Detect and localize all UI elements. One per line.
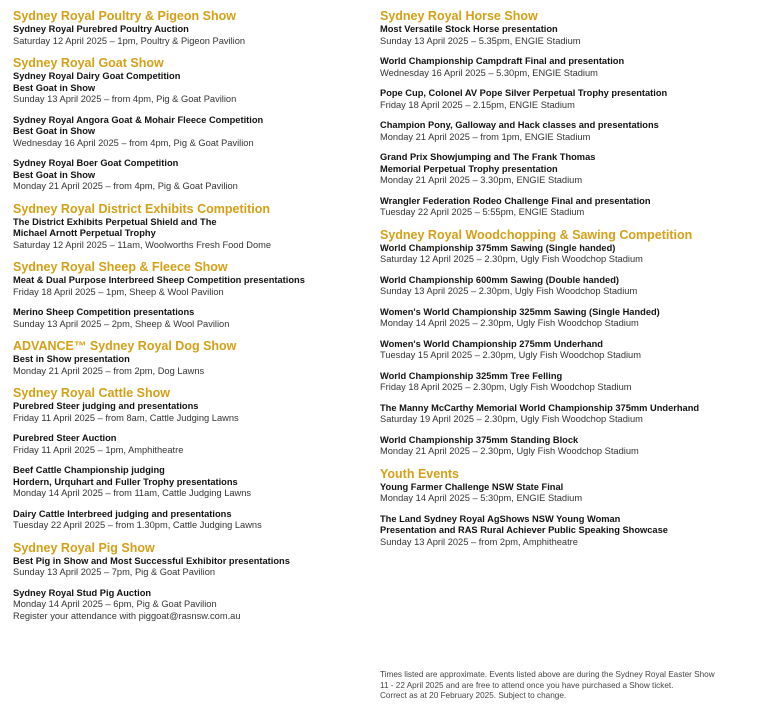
event-detail: Monday 14 April 2025 – 5:30pm, ENGIE Stadium (380, 493, 583, 503)
event-title: Beef Cattle Championship judging Hordern, Urquhart and Fuller Trophy presentations (13, 465, 238, 487)
section-title: Sydney Royal Woodchopping & Sawing Competition (380, 227, 693, 242)
event-item (13, 115, 363, 150)
event-title: Sydney Royal Stud Pig Auction (13, 587, 152, 598)
event-title: Meat & Dual Purpose Interbreed Sheep Competition presentations (13, 275, 305, 285)
event-detail: Wednesday 16 April 2025 – 5.30pm, ENGIE Stadium (380, 67, 598, 78)
event-item (13, 556, 363, 579)
event-detail: Sunday 13 April 2025 – from 2pm, Amphitheatre (380, 536, 578, 547)
section-title: Sydney Royal District Exhibits Competition (13, 201, 270, 216)
section-title: Sydney Royal Poultry & Pigeon Show (13, 9, 236, 23)
event-item (13, 217, 363, 252)
event-item (380, 275, 750, 298)
event-item (380, 339, 750, 362)
event-detail: Saturday 19 April 2025 – 2.30pm, Ugly Fish Woodchop Stadium (380, 414, 643, 424)
event-title: World Championship Campdraft Final and presentation (380, 56, 625, 66)
event-detail: Saturday 12 April 2025 – 1pm, Poultry & Pigeon Pavilion (13, 35, 246, 46)
event-item (13, 354, 363, 377)
event-item (13, 433, 363, 456)
section-title: Sydney Royal Pig Show (13, 540, 155, 555)
event-title: World Championship 375mm Standing Block (380, 434, 579, 445)
event-title: Wrangler Federation Rodeo Challenge Final and presentation (380, 195, 651, 206)
event-detail: Sunday 13 April 2025 – 2.30pm, Ugly Fish Woodchop Stadium (380, 286, 638, 296)
event-detail: Monday 21 April 2025 – 2.30pm, Ugly Fish Woodchop Stadium (380, 446, 639, 456)
section-sydney-royal-goat-show (13, 56, 363, 193)
event-detail: Friday 11 April 2025 – from 8am, Cattle Judging Lawns (13, 412, 239, 423)
event-detail: Monday 14 April 2025 – 6pm, Pig & Goat Pavilion Register your attendance with piggoat@rasnsw.com.au (13, 599, 241, 621)
section-sydney-royal-cattle-show (13, 386, 363, 532)
event-detail: Tuesday 22 April 2025 – from 1.30pm, Cattle Judging Lawns (13, 520, 262, 530)
section-title: ADVANCE™ Sydney Royal Dog Show (13, 339, 237, 353)
section-sydney-royal-sheep-fleece-show (13, 260, 363, 330)
event-title: The Land Sydney Royal AgShows NSW Young Woman Presentation and RAS Rural Achiever Public Speaking Showcase (380, 513, 668, 535)
event-detail: Monday 21 April 2025 – from 2pm, Dog Lawns (13, 365, 205, 376)
event-detail: Monday 21 April 2025 – from 4pm, Pig & Goat Pavilion (13, 181, 238, 191)
event-item (13, 465, 363, 500)
event-detail: Sunday 13 April 2025 – 2pm, Sheep & Wool Pavilion (13, 318, 230, 329)
section-sydney-royal-horse-show (380, 9, 750, 219)
event-title: Most Versatile Stock Horse presentation (380, 24, 558, 34)
event-item (380, 196, 750, 219)
event-detail: Saturday 12 April 2025 – 2.30pm, Ugly Fish Woodchop Stadium (380, 254, 643, 264)
event-detail: Monday 21 April 2025 – 3.30pm, ENGIE Stadium (380, 175, 583, 185)
event-title: Sydney Royal Angora Goat & Mohair Fleece Competition Best Goat in Show (13, 114, 264, 136)
event-detail: Wednesday 16 April 2025 – from 4pm, Pig & Goat Pavilion (13, 137, 254, 148)
section-sydney-royal-pig-show (13, 541, 363, 623)
right-column (380, 9, 750, 557)
event-item (380, 152, 750, 187)
event-title: World Championship 600mm Sawing (Double handed) (380, 274, 619, 285)
event-title: Women's World Championship 325mm Sawing (Single Handed) (380, 306, 660, 317)
event-title: Sydney Royal Boer Goat Competition Best Goat in Show (13, 158, 179, 180)
event-detail: Friday 18 April 2025 – 2.15pm, ENGIE Stadium (380, 99, 575, 110)
event-detail: Saturday 12 April 2025 – 11am, Woolworths Fresh Food Dome (13, 239, 272, 250)
event-item (13, 401, 363, 424)
event-item (380, 403, 750, 426)
event-title: Young Farmer Challenge NSW State Final (380, 481, 564, 492)
event-detail: Monday 21 April 2025 – from 1pm, ENGIE Stadium (380, 131, 591, 142)
event-title: Best in Show presentation (13, 354, 130, 364)
section-advance-sydney-royal-dog-show (13, 339, 363, 377)
event-detail: Sunday 13 April 2025 – 7pm, Pig & Goat Pavilion (13, 567, 216, 577)
section-title: Sydney Royal Horse Show (380, 9, 538, 23)
section-sydney-royal-district-exhibits-competition (13, 202, 363, 252)
section-title: Sydney Royal Cattle Show (13, 386, 170, 400)
event-title: Dairy Cattle Interbreed judging and presentations (13, 508, 232, 519)
section-title: Sydney Royal Goat Show (13, 56, 164, 70)
event-title: Purebred Steer judging and presentations (13, 401, 199, 411)
event-detail: Friday 11 April 2025 – 1pm, Amphitheatre (13, 444, 184, 455)
event-detail: Monday 14 April 2025 – 2.30pm, Ugly Fish Woodchop Stadium (380, 318, 639, 328)
footer-note: Times listed are approximate. Events listed above are during the Sydney Royal Easter Show 11 - 22 April 2025 and are free to attend once you have purchased a Show ticket. Correct as at 20 February 2025. Subject to change. (380, 670, 715, 700)
event-item (13, 588, 363, 623)
event-detail: Tuesday 22 April 2025 – 5:55pm, ENGIE Stadium (380, 207, 585, 217)
event-item (380, 56, 750, 79)
event-detail: Tuesday 15 April 2025 – 2.30pm, Ugly Fish Woodchop Stadium (380, 350, 641, 360)
section-title: Sydney Royal Sheep & Fleece Show (13, 260, 228, 274)
event-item (380, 88, 750, 111)
event-title: The District Exhibits Perpetual Shield and The Michael Arnott Perpetual Trophy (13, 216, 217, 238)
event-title: Pope Cup, Colonel AV Pope Silver Perpetual Trophy presentation (380, 88, 668, 98)
event-title: Grand Prix Showjumping and The Frank Thomas Memorial Perpetual Trophy presentation (380, 152, 596, 174)
event-item (13, 24, 363, 47)
event-item (13, 71, 363, 106)
event-item (380, 307, 750, 330)
event-title: Sydney Royal Dairy Goat Competition Best Goat in Show (13, 71, 181, 93)
event-title: Women's World Championship 275mm Underhand (380, 338, 603, 349)
event-title: The Manny McCarthy Memorial World Championship 375mm Underhand (380, 402, 700, 413)
left-column (13, 9, 363, 631)
event-title: Champion Pony, Galloway and Hack classes and presentations (380, 120, 659, 130)
event-detail: Sunday 13 April 2025 – 5.35pm, ENGIE Stadium (380, 35, 581, 46)
event-title: World Championship 375mm Sawing (Single handed) (380, 242, 616, 253)
event-item (380, 482, 750, 505)
event-item (13, 158, 363, 193)
event-item (380, 243, 750, 266)
section-sydney-royal-woodchopping-sawing-competition (380, 228, 750, 458)
event-item (380, 371, 750, 394)
event-item (380, 514, 750, 549)
event-detail: Friday 18 April 2025 – 1pm, Sheep & Wool Pavilion (13, 286, 224, 297)
event-title: Merino Sheep Competition presentations (13, 307, 195, 317)
event-title: Purebred Steer Auction (13, 433, 117, 443)
event-detail: Monday 14 April 2025 – from 11am, Cattle Judging Lawns (13, 488, 252, 498)
section-title: Youth Events (380, 466, 459, 481)
event-title: World Championship 325mm Tree Felling (380, 370, 563, 381)
section-sydney-royal-poultry-pigeon-show (13, 9, 363, 47)
event-item (13, 509, 363, 532)
event-item (13, 307, 363, 330)
event-title: Best Pig in Show and Most Successful Exhibitor presentations (13, 555, 290, 566)
event-title: Sydney Royal Purebred Poultry Auction (13, 24, 189, 34)
event-detail: Sunday 13 April 2025 – from 4pm, Pig & Goat Pavilion (13, 94, 237, 104)
event-item (380, 435, 750, 458)
event-item (380, 120, 750, 143)
section-youth-events (380, 467, 750, 549)
event-detail: Friday 18 April 2025 – 2.30pm, Ugly Fish Woodchop Stadium (380, 382, 632, 392)
event-item (380, 24, 750, 47)
event-item (13, 275, 363, 298)
